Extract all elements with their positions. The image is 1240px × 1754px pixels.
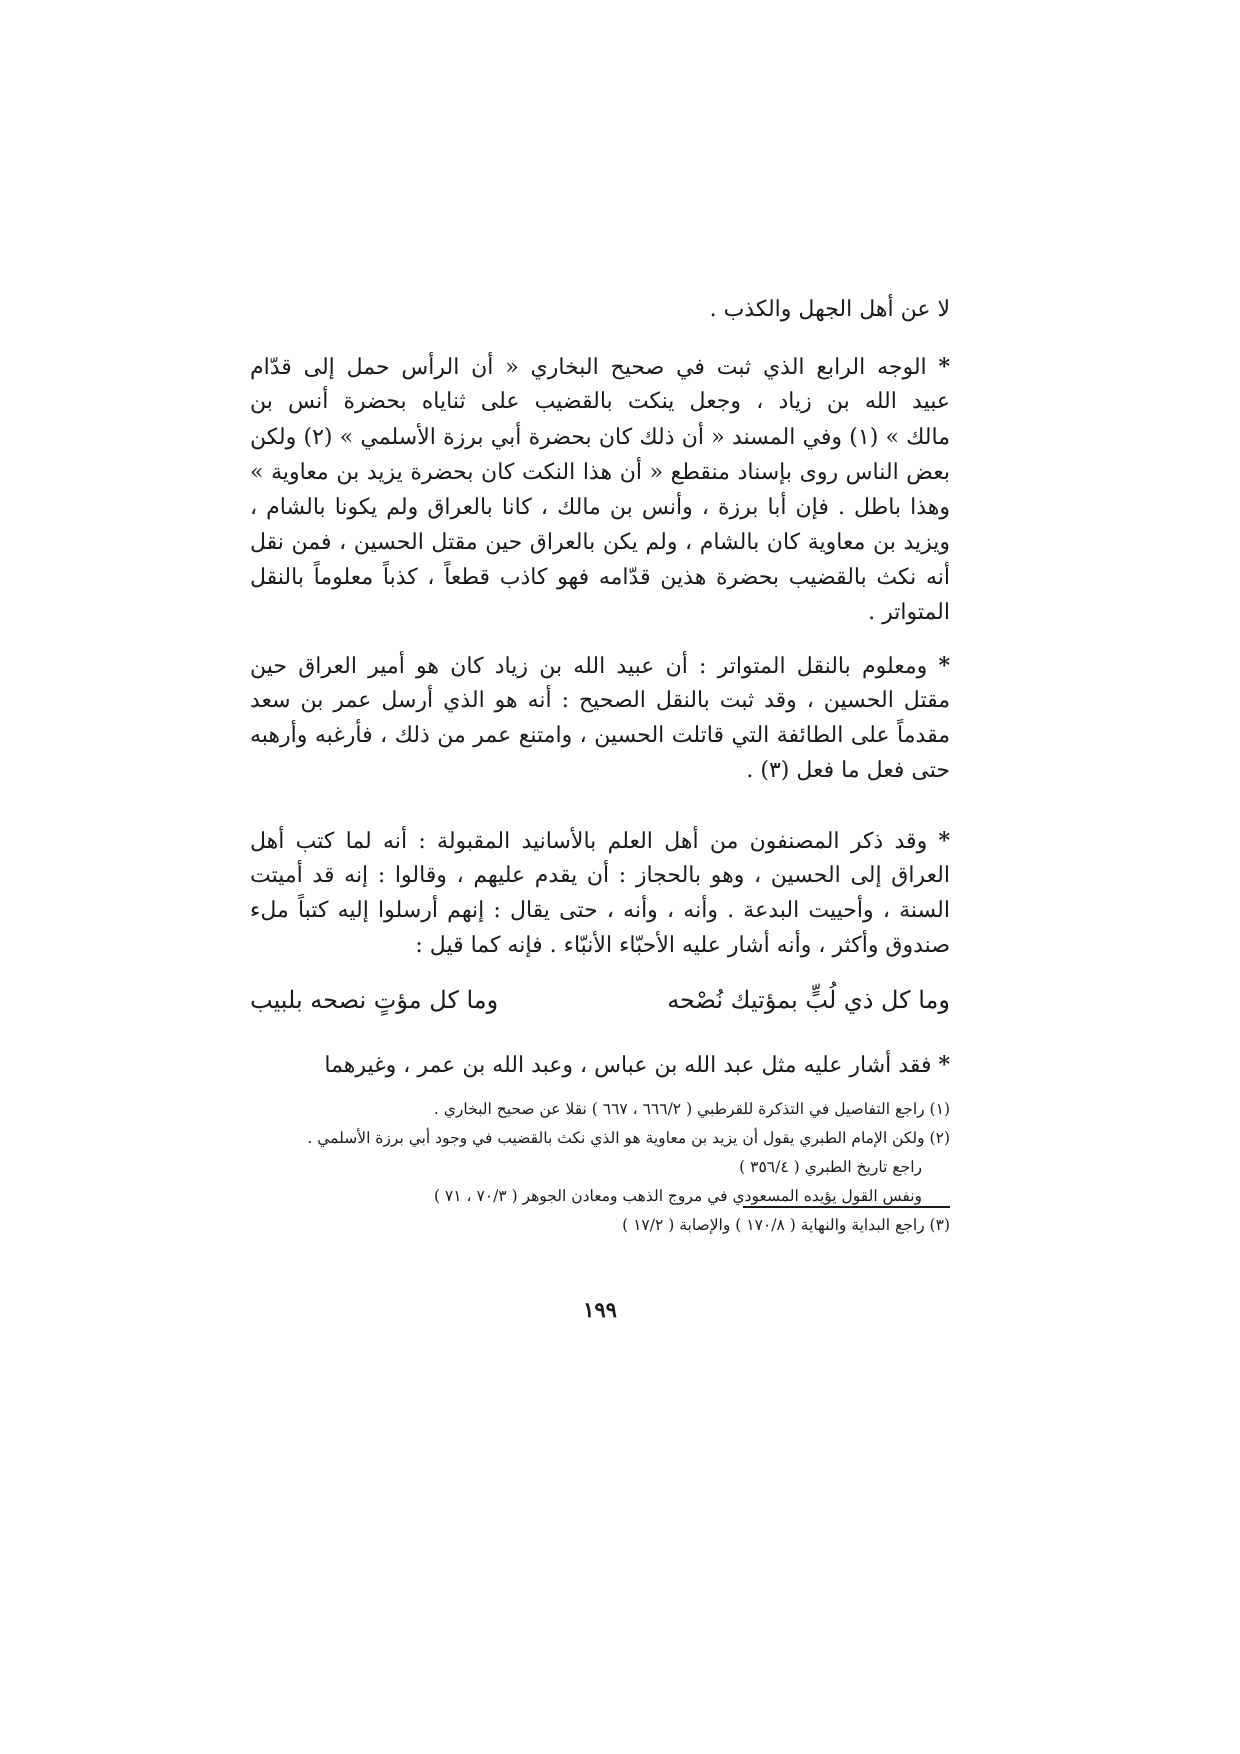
body-line: ويزيد بن معاوية كان بالشام ، ولم يكن بالعراق حين مقتل الحسين ، فمن نقل	[250, 530, 950, 555]
body-line: صندوق وأكثر ، وأنه أشار عليه الأحبّاء الأنبّاء . فإنه كما قيل :	[415, 933, 950, 958]
body-line: عبيد الله بن زياد ، وجعل ينكت بالقضيب على ثناياه بحضرة أنس بن	[250, 389, 950, 414]
body-line: العراق إلى الحسين ، وهو بالحجاز : أن يقدم عليهم ، وقالوا : إنه قد أميتت	[250, 863, 950, 888]
page-number: ١٩٩	[583, 1297, 617, 1322]
body-line: حتى فعل ما فعل (٣) .	[746, 758, 950, 783]
paragraph-marker: *	[938, 653, 950, 679]
verse-second-hemistich: وما كل مؤتٍ نصحه بلبيب	[250, 986, 499, 1014]
poetry-verse	[250, 978, 950, 1022]
body-line: المتواتر .	[868, 600, 950, 625]
body-line: مالك » (١) وفي المسند « أن ذلك كان بحضرة أبي برزة الأسلمي » (٢) ولكن	[250, 425, 950, 450]
paragraph-marker: *	[938, 354, 950, 380]
footnote-continuation: ونفس القول يؤيده المسعودي في مروج الذهب ومعادن الجوهر ( ٧٠/٣ ، ٧١ )	[433, 1187, 922, 1205]
book-page	[250, 0, 950, 1754]
paragraph-marker: *	[938, 1052, 950, 1078]
body-line: بعض الناس روى بإسناد منقطع « أن هذا النكت كان بحضرة يزيد بن معاوية »	[250, 460, 950, 485]
body-line: * الوجه الرابع الذي ثبت في صحيح البخاري « أن الرأس حمل إلى قدّام	[250, 354, 950, 380]
body-line: * وقد ذكر المصنفون من أهل العلم بالأسانيد المقبولة : أنه لما كتب أهل	[250, 828, 950, 854]
footnote: (٣) راجع البداية والنهاية ( ١٧٠/٨ ) والإصابة ( ١٧/٢ )	[622, 1216, 950, 1234]
body-line: مقتل الحسين ، وقد ثبت بالنقل الصحيح : أنه هو الذي أرسل عمر بن سعد	[250, 688, 950, 713]
body-line: أنه نكث بالقضيب بحضرة هذين قدّامه فهو كاذب قطعاً ، كذباً معلوماً بالنقل	[250, 565, 950, 590]
body-line: لا عن أهل الجهل والكذب .	[709, 297, 950, 322]
body-line: * ومعلوم بالنقل المتواتر : أن عبيد الله بن زياد كان هو أمير العراق حين	[250, 653, 950, 679]
body-line: مقدماً على الطائفة التي قاتلت الحسين ، وامتنع عمر من ذلك ، فأرغبه وأرهبه	[250, 723, 950, 748]
body-line: السنة ، وأحييت البدعة . وأنه ، وأنه ، حتى يقال : إنهم أرسلوا إليه كتباً ملء	[250, 898, 950, 923]
paragraph-marker: *	[938, 828, 950, 854]
verse-first-hemistich: وما كل ذي لُبٍّ بمؤتيك نُصْحه	[667, 986, 950, 1014]
footnote: (٢) ولكن الإمام الطبري يقول أن يزيد بن معاوية هو الذي نكث بالقضيب في وجود أبي برزة الأسلمي .	[307, 1129, 950, 1147]
footnote: (١) راجع التفاصيل في التذكرة للقرطبي ( ٦٦٦/٢ ، ٦٦٧ ) نقلا عن صحيح البخاري .	[433, 1100, 950, 1118]
body-line: * فقد أشار عليه مثل عبد الله بن عباس ، وعبد الله بن عمر ، وغيرهما	[324, 1052, 950, 1078]
footnote-continuation: راجع تاريخ الطبري ( ٣٥٦/٤ )	[739, 1158, 922, 1176]
body-line: وهذا باطل . فإن أبا برزة ، وأنس بن مالك ، كانا بالعراق ولم يكونا بالشام ،	[250, 495, 950, 520]
